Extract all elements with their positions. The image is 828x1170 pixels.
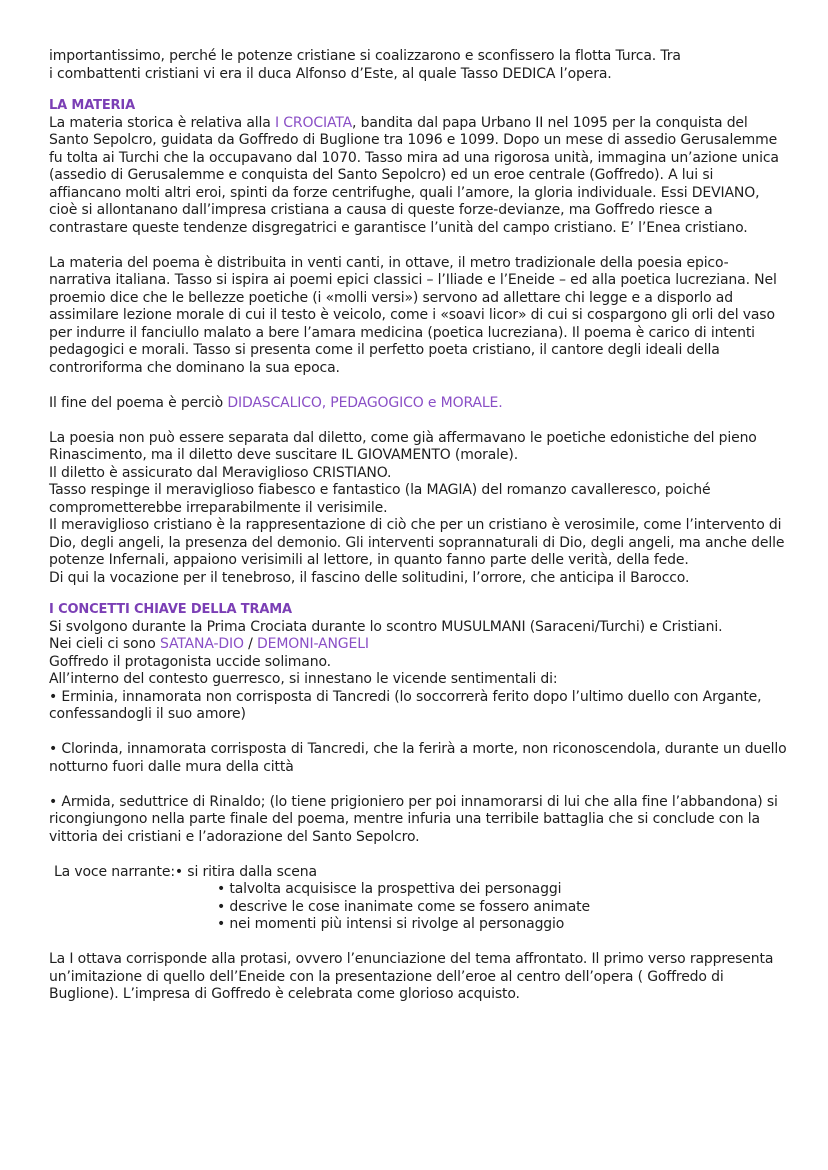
intro-line: i combattenti cristiani vi era il duca Alfonso d’Este, al quale Tasso DEDICA l’opera. (49, 65, 612, 82)
text-line: Di qui la vocazione per il tenebroso, il fascino delle solitudini, l’orrore, che anticipa il Barocco. (49, 569, 690, 586)
highlight-fine: DIDASCALICO, PEDAGOGICO e MORALE. (227, 394, 503, 411)
bullet-armida: • Armida, seduttrice di Rinaldo; (lo tiene prigioniero per poi innamorarsi di lui che alla fine l’abbandona) si ricongiungono nella parte finale del poema, mentre infuria una terribile battaglia che si conclude con la vittoria dei cristiani e l’adorazione del Santo Sepolcro. (49, 793, 778, 845)
highlight-crociata: I CROCIATA (274, 114, 353, 131)
bullet-erminia: • Erminia, innamorata non corrisposta di Tancredi (lo soccorrerà ferito dopo l’ultimo duello con Argante, confessandogli il suo amore) (49, 688, 762, 722)
materia-paragraph-2: La materia del poema è distribuita in venti canti, in ottave, il metro tradizionale della poesia epico-narrativa italiana. Tasso si ispira ai poemi epici classici – l’Iliade e l’Eneide – ed alla poetica lucreziana. Nel proemio dice che le bellezze poetiche (i «molli versi») servono ad allettare chi legge e a disporlo ad assimilare lezione morale di cui il testo è veicolo, come i «soavi licor» di cui si cospargono gli orli del vaso per indurre il fanciullo malato a bere l’amara medicina (poetica lucreziana). Il poema è carico di intenti pedagogici e morali. Tasso si presenta come il perfetto poeta cristiano, il cantore degli ideali della controriforma che dominano la sua epoca. (49, 254, 777, 376)
materia-paragraph-3: Il fine del poema è perciò DIDASCALICO, PEDAGOGICO e MORALE. (49, 394, 503, 411)
materia-paragraph-1: La materia storica è relativa alla I CROCIATA, bandita dal papa Urbano II nel 1095 per la conquista del Santo Sepolcro, guidata da Goffredo di Buglione tra 1096 e 1099. Dopo un mese di assedio Gerusalemme fu tolta ai Turchi che la occupavano dal 1070. Tasso mira ad una rigorosa unità, immagina un’azione unica (assedio di Gerusalemme e conquista del Santo Sepolcro) ed un eroe centrale (Goffredo). A lui si affiancano molti altri eroi, spinti da forze centrifughe, quali l’amore, la gloria individuale. Essi DEVIANO, cioè si allontanano dall’impresa cristiana a causa di queste forze-devianze, ma Goffredo riesce a contrastare queste tendenze disgregatrici e garantisce l’unità del campo cristiano. E’ l’Enea cristiano. (49, 114, 779, 236)
section-heading-trama: I CONCETTI CHIAVE DELLA TRAMA (49, 602, 292, 617)
text-line: Il meraviglioso cristiano è la rappresentazione di ciò che per un cristiano è verosimile, come l’intervento di Dio, degli angeli, la presenza del demonio. Gli interventi soprannaturali di Dio, degli angeli, ma anche delle potenze Infernali, appaiono verisimili al lettore, in quanto fanno parte delle verità, della fede. (49, 517, 785, 568)
text-line: Si svolgono durante la Prima Crociata durante lo scontro MUSULMANI (Saraceni/Turchi) e Cristiani. (49, 618, 723, 635)
text-line: Tasso respinge il meraviglioso fiabesco e fantastico (la MAGIA) del romanzo cavalleresco, poiché comprometterebbe irreparabilmente il verisimile. (49, 482, 711, 516)
section-heading-materia: LA MATERIA (49, 98, 136, 113)
trama-paragraph (49, 619, 788, 724)
text-line: Goffredo il protagonista uccide solimano. (49, 653, 331, 670)
narrator-item: • talvolta acquisisce la prospettiva dei personaggi (217, 881, 562, 897)
text-line: La poesia non può essere separata dal diletto, come già affermavano le poetiche edonistiche del pieno Rinascimento, ma il diletto deve suscitare IL GIOVAMENTO (morale). (49, 429, 757, 463)
narrator-list (217, 881, 788, 934)
intro-paragraph (49, 48, 788, 83)
narrator-item: • nei momenti più intensi si rivolge al personaggio (217, 916, 565, 932)
narrator-item: • si ritira dalla scena (174, 863, 317, 880)
ottava-paragraph: La I ottava corrisponde alla protasi, ovvero l’enunciazione del tema affrontato. Il primo verso rappresenta un’imitazione di quello dell’Eneide con la presentazione dell’eroe al centro dell’opera ( Goffredo di Buglione). L’impresa di Goffredo è celebrata come glorioso acquisto. (49, 951, 774, 1002)
materia-paragraph-4 (49, 430, 788, 588)
narrator-item: • descrive le cose inanimate come se fossero animate (217, 898, 590, 915)
narrator-label: La voce narrante: (54, 863, 175, 880)
text-line: Il diletto è assicurato dal Meraviglioso CRISTIANO. (49, 464, 392, 481)
bullet-clorinda: • Clorinda, innamorata corrisposta di Tancredi, che la ferirà a morte, non riconoscendola, durante un duello notturno fuori dalle mura della città (49, 741, 787, 775)
text-line: All’interno del contesto guerresco, si innestano le vicende sentimentali di: (49, 671, 558, 687)
highlight-demoni-angeli: DEMONI-ANGELI (257, 636, 369, 652)
narrator-block (49, 864, 788, 934)
highlight-satana-dio: SATANA-DIO (159, 636, 244, 652)
intro-line: importantissimo, perché le potenze cristiane si coalizzarono e sconfissero la flotta Turca. Tra (49, 48, 681, 64)
text-line: Nei cieli ci sono SATANA-DIO / DEMONI-ANGELI (49, 636, 369, 652)
